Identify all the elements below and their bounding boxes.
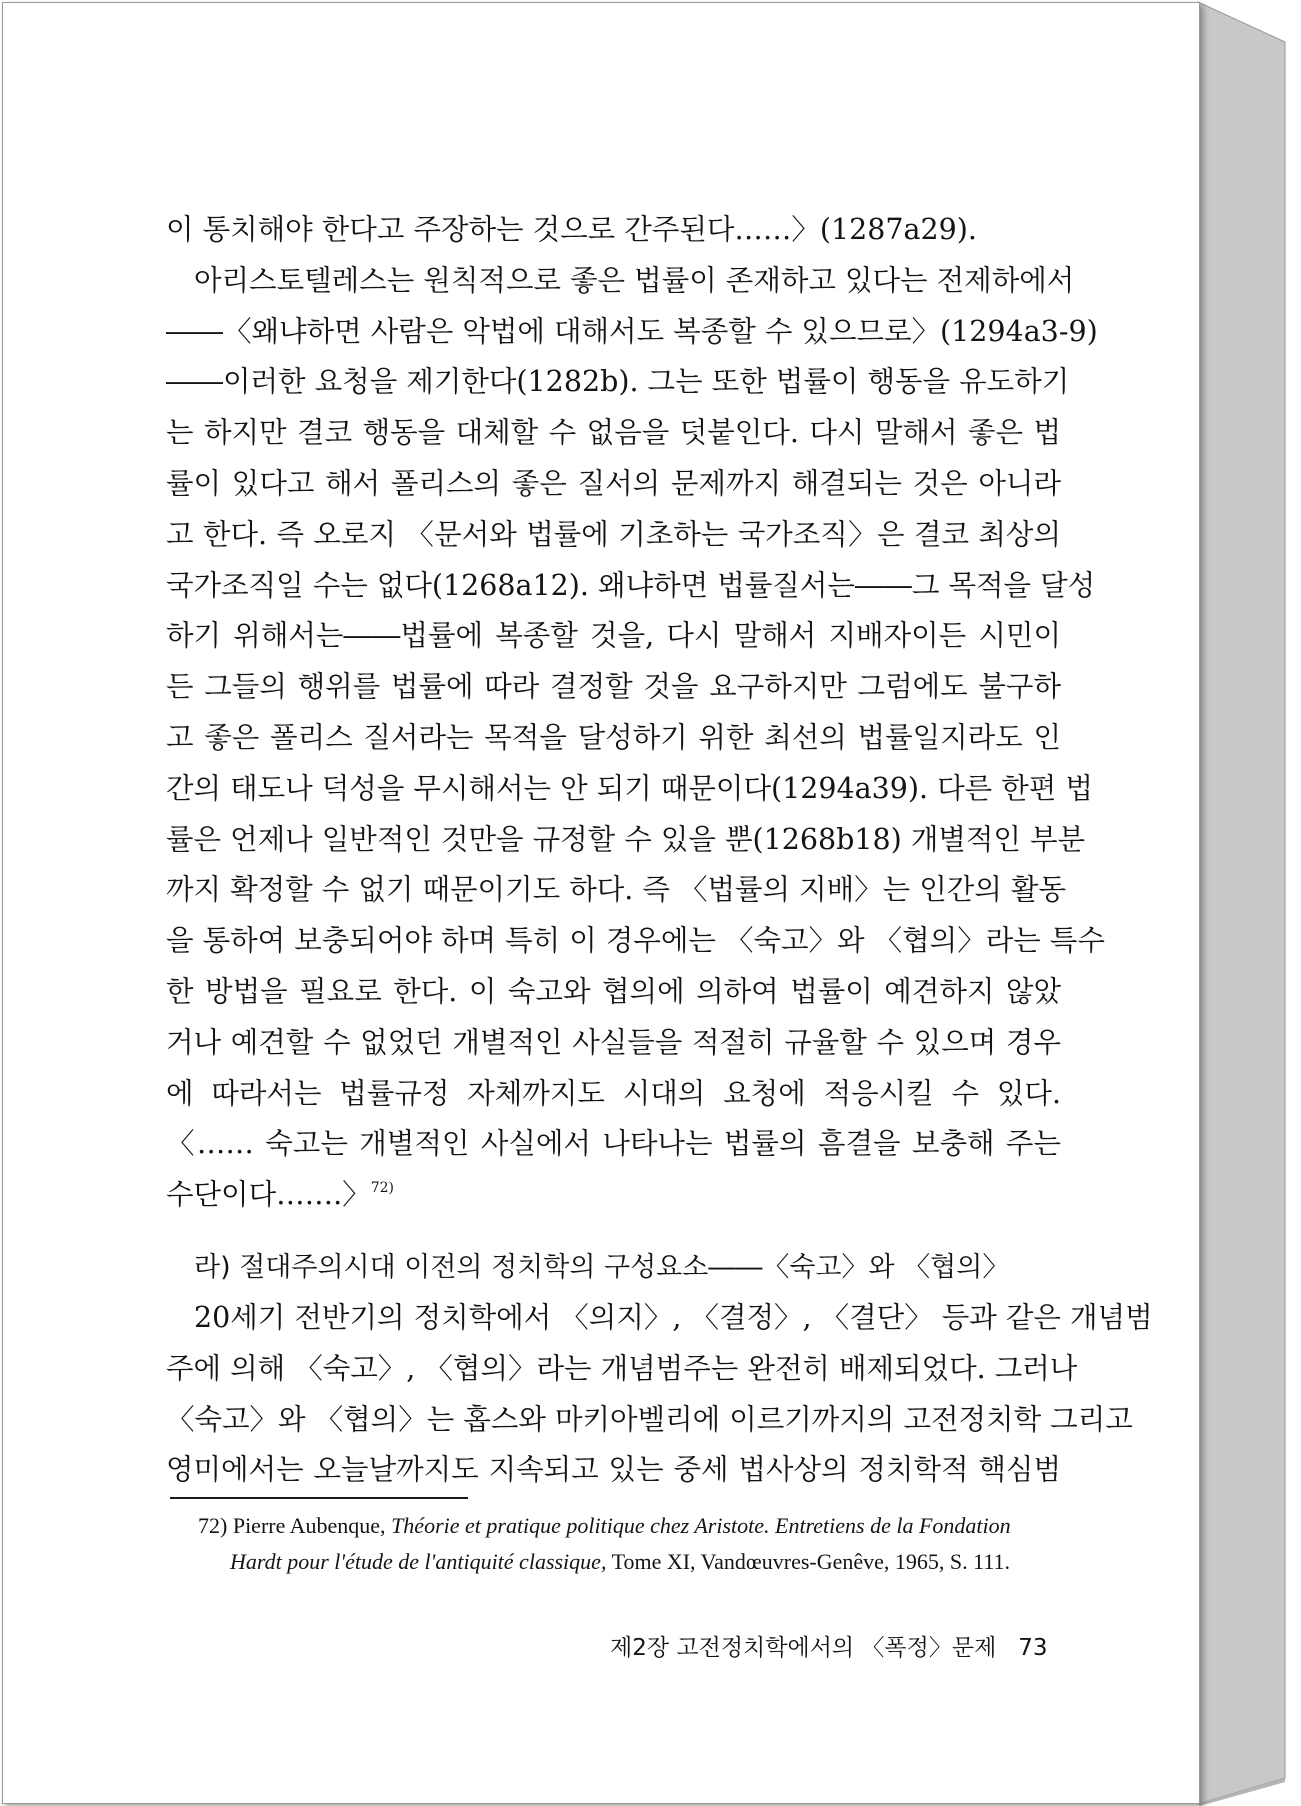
footnote-number: 72)	[198, 1513, 228, 1538]
text-line: 률은 언제나 일반적인 것만을 규정할 수 있을 뿐(1268b18) 개별적인 부분	[166, 822, 1086, 856]
text-line: 률이 있다고 해서 폴리스의 좋은 질서의 문제까지 해결되는 것은 아니라	[166, 466, 1061, 500]
page-number: 73	[1018, 1635, 1048, 1661]
footnote-title-cont: Hardt pour l'étude de l'antiquité classique,	[230, 1549, 607, 1574]
text-line: 이 통치해야 한다고 주장하는 것으로 간주된다……〉(1287a29).	[166, 213, 977, 246]
text-line: 거나 예견할 수 없었던 개별적인 사실들을 적절히 규율할 수 있으며 경우	[166, 1025, 1061, 1059]
footnote-reference: 72)	[370, 1180, 394, 1197]
text-line: 든 그들의 행위를 법률에 따라 결정할 것을 요구하지만 그럼에도 불구하	[166, 670, 1061, 704]
text-line: 주에 의해 〈숙고〉, 〈협의〉라는 개념범주는 완전히 배제되었다. 그러나	[166, 1351, 1078, 1385]
section-heading: 라) 절대주의시대 이전의 정치학의 구성요소――〈숙고〉와 〈협의〉	[194, 1252, 1010, 1283]
footnote-source: Tome XI, Vandœuvres-Genêve, 1965, S. 111.	[611, 1549, 1011, 1574]
text-line: 는 하지만 결코 행동을 대체할 수 없음을 덧붙인다. 다시 말해서 좋은 법	[166, 416, 1061, 450]
text-line: ――이러한 요청을 제기한다(1282b). 그는 또한 법률이 행동을 유도하기	[166, 365, 1070, 399]
footnote-author: Pierre Aubenque,	[232, 1513, 386, 1538]
text-line: 고 한다. 즉 오로지 〈문서와 법률에 기초하는 국가조직〉은 결코 최상의	[166, 517, 1061, 551]
body-paragraph-2	[166, 1293, 1153, 1496]
text-line: 한 방법을 필요로 한다. 이 숙고와 협의에 의하여 법률이 예견하지 않았	[166, 974, 1061, 1008]
footnote-line	[198, 1544, 1060, 1580]
text-line: 영미에서는 오늘날까지도 지속되고 있는 중세 법사상의 정치학적 핵심범	[166, 1453, 1061, 1487]
footnote-title: Théorie et pratique politique chez Aristote. Entretiens de la Fondation	[391, 1513, 1011, 1538]
text-line: 〈숙고〉와 〈협의〉는 홉스와 마키아벨리에 이르기까지의 고전정치학 그리고	[166, 1402, 1133, 1436]
footnote-line	[198, 1508, 1060, 1544]
running-footer	[610, 1628, 1048, 1668]
text-line: 고 좋은 폴리스 질서라는 목적을 달성하기 위한 최선의 법률일지라도 인	[166, 720, 1061, 754]
footnote-divider	[170, 1497, 468, 1499]
text-line: 〈…… 숙고는 개별적인 사실에서 나타나는 법률의 흠결을 보충해 주는	[166, 1127, 1061, 1161]
text-line: ――〈왜냐하면 사람은 악법에 대해서도 복종할 수 있으므로〉(1294a3-9)	[166, 314, 1098, 348]
footnote-72	[198, 1508, 1060, 1580]
chapter-title: 제2장 고전정치학에서의 〈폭정〉문제	[610, 1635, 997, 1661]
text-line: 까지 확정할 수 없기 때문이기도 하다. 즉 〈법률의 지배〉는 인간의 활동	[166, 873, 1066, 907]
text-line-last	[166, 1170, 1061, 1221]
text-line: 아리스토텔레스는 원칙적으로 좋은 법률이 존재하고 있다는 전제하에서	[194, 263, 1075, 297]
text-line: 20세기 전반기의 정치학에서 〈의지〉, 〈결정〉, 〈결단〉 등과 같은 개념범	[194, 1301, 1153, 1334]
body-paragraph-1	[166, 205, 1105, 1221]
text-line: 간의 태도나 덕성을 무시해서는 안 되기 때문이다(1294a39). 다른 한편 법	[166, 771, 1093, 805]
text-line: 에 따라서는 법률규정 자체까지도 시대의 요청에 적응시킬 수 있다.	[166, 1076, 1061, 1110]
text-line: 국가조직일 수는 없다(1268a12). 왜냐하면 법률질서는――그 목적을 달성	[166, 568, 1096, 602]
text-line-content: 수단이다…….〉	[166, 1178, 371, 1212]
text-line: 을 통하여 보충되어야 하며 특히 이 경우에는 〈숙고〉와 〈협의〉라는 특수	[166, 924, 1105, 958]
text-line: 하기 위해서는――법률에 복종할 것을, 다시 말해서 지배자이든 시민이	[166, 619, 1061, 653]
